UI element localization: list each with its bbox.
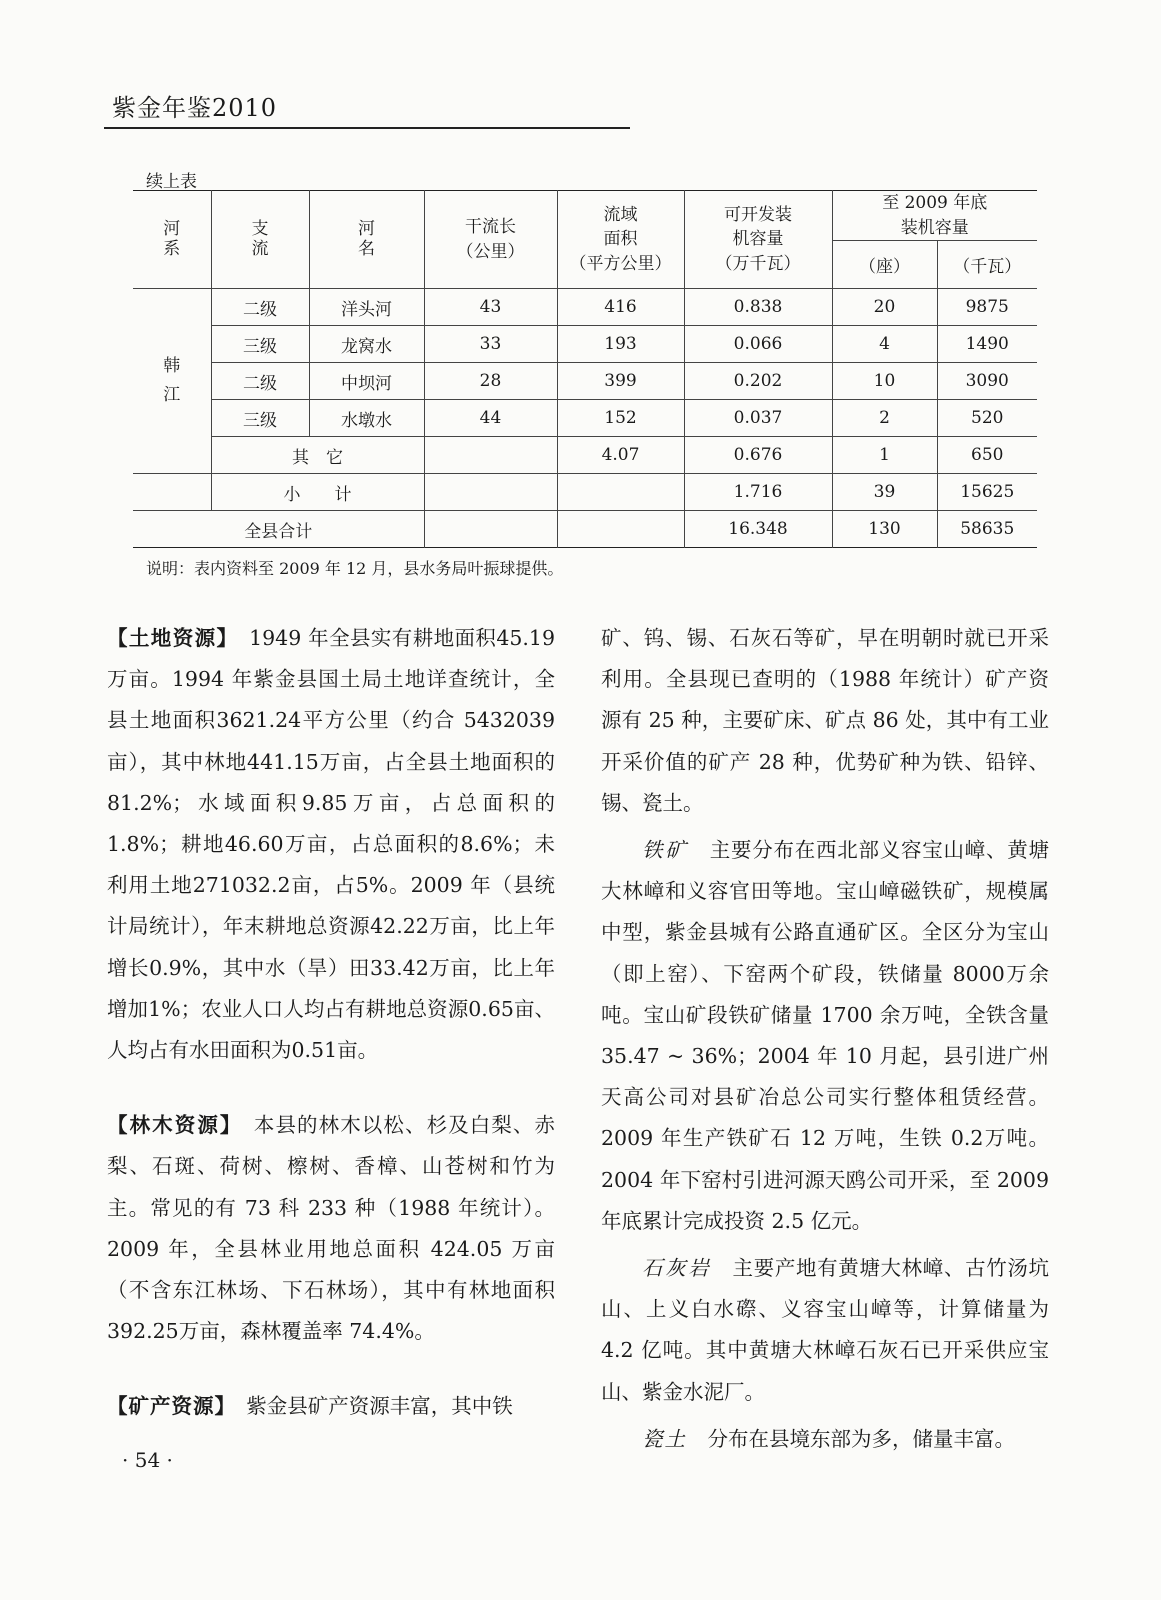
cell-length: 43 [424, 289, 557, 326]
cell-area: 4.07 [557, 437, 684, 474]
cell-area: 399 [557, 363, 684, 400]
cell-river-name: 龙窝水 [309, 326, 424, 363]
cell-dev: 0.066 [684, 326, 832, 363]
section-land [107, 618, 555, 1071]
section-limestone-text: 主要产地有黄塘大林嶂、古竹汤坑山、上义白水磜、义容宝山嶂等，计算储量为 4.2 亿吨。其中黄塘大林嶂石灰石已开采供应宝山、紫金水泥厂。 [601, 1256, 1050, 1404]
text-column-left [107, 618, 555, 1428]
cell-count: 2 [832, 400, 937, 437]
cell-total-label: 全县合计 [133, 511, 424, 548]
header-dev-capacity: 可开发装 机容量 （万千瓦） [684, 191, 832, 289]
cell-river-name: 水墩水 [309, 400, 424, 437]
cell-cap: 58635 [937, 511, 1037, 548]
cell-river-name: 中坝河 [309, 363, 424, 400]
section-limestone [601, 1248, 1049, 1413]
cell-area [557, 511, 684, 548]
section-land-tag: 【土地资源】 [107, 626, 229, 650]
cell-dev: 0.037 [684, 400, 832, 437]
section-mineral-text-left: 紫金县矿产资源丰富，其中铁 [225, 1394, 513, 1419]
cell-length [424, 437, 557, 474]
header-installed: 至 2009 年底 装机容量 [832, 191, 1037, 241]
river-system-cell: 韩 江 [133, 289, 211, 474]
section-clay-text: 分布在县境东部为多，储量丰富。 [687, 1426, 1015, 1451]
page-number: · 54 · [122, 1448, 173, 1472]
cell-tributary: 三级 [211, 326, 309, 363]
running-header-title: 紫金年鉴2010 [112, 94, 278, 122]
cell-dev: 0.676 [684, 437, 832, 474]
hydropower-table [133, 190, 1037, 548]
cell-tributary: 二级 [211, 289, 309, 326]
cell-cap: 9875 [937, 289, 1037, 326]
section-clay [601, 1419, 1049, 1460]
cell-dev: 0.202 [684, 363, 832, 400]
section-iron [601, 830, 1049, 1242]
cell-length: 33 [424, 326, 557, 363]
table-row [133, 363, 1037, 400]
cell-count: 20 [832, 289, 937, 326]
cell-count: 39 [832, 474, 937, 511]
header-installed-cap-unit: （千瓦） [937, 241, 1037, 289]
cell-cap: 520 [937, 400, 1037, 437]
section-land-text: 1949 年全县实有耕地面积45.19万亩。1994 年紫金县国土局土地详查统计，全县土地面积3621.24平方公里（约合 5432039亩），其中林地441.15万亩，占全县土地面积的81.2%；水域面积9.85万亩，占总面积的1.8%；耕地46.60万亩，占总面积的8.6%；未利用土地271032.2亩，占5%。2009 年（县统计局统计），年末耕地总资源42.22万亩，比上年增长0.9%，其中水（旱）田33.42万亩，比上年增加1%；农业人口人均占有耕地总资源0.65亩、人均占有水田面积为0.51亩。 [107, 626, 556, 1063]
cell-length [424, 511, 557, 548]
cell-cap: 15625 [937, 474, 1037, 511]
section-mineral-continued: 矿、钨、锡、石灰石等矿，早在明朝时就已开采利用。全县现已查明的（1988 年统计）矿产资源有 25 种，主要矿床、矿点 86 处，其中有工业开采价值的矿产 28 种，优势矿种为铁、铅锌、锡、瓷土。 [601, 626, 1049, 815]
section-iron-text: 主要分布在西北部义容宝山嶂、黄塘大林嶂和义容官田等地。宝山嶂磁铁矿，规模属中型，紫金县城有公路直通矿区。全区分为宝山（即上窑）、下窑两个矿段，铁储量 8000万余吨。宝山矿段铁矿储量 1700 余万吨，全铁含量 35.47 ~ 36%；2004 年 10 月起，县引进广州天高公司对县矿冶总公司实行整体租赁经营。2009 年生产铁矿石 12 万吨，生铁 0.2万吨。2004 年下窑村引进河源天鸥公司开采，至 2009 年底累计完成投资 2.5 亿元。 [601, 838, 1049, 1233]
table-row-other [133, 437, 1037, 474]
cell-tributary: 三级 [211, 400, 309, 437]
text-column-right [601, 618, 1049, 1460]
section-mineral [107, 1386, 555, 1427]
header-main-length: 干流长 （公里） [424, 191, 557, 289]
cell-subtotal-label: 小 计 [211, 474, 424, 511]
table-row [133, 326, 1037, 363]
cell-dev: 1.716 [684, 474, 832, 511]
table-note: 说明：表内资料至 2009 年 12 月，县水务局叶振球提供。 [146, 559, 564, 578]
cell-area [557, 474, 684, 511]
table-row [133, 289, 1037, 326]
table-row-total [133, 511, 1037, 548]
header-rule [104, 127, 630, 129]
cell-count: 130 [832, 511, 937, 548]
cell-other-label: 其 它 [211, 437, 424, 474]
cell-area: 416 [557, 289, 684, 326]
cell-tributary: 二级 [211, 363, 309, 400]
cell-count: 4 [832, 326, 937, 363]
cell-count: 10 [832, 363, 937, 400]
section-iron-tag: 铁矿 [642, 838, 689, 863]
cell-length: 28 [424, 363, 557, 400]
cell-cap: 3090 [937, 363, 1037, 400]
section-clay-tag: 瓷土 [642, 1426, 687, 1451]
header-tributary: 支流 [211, 191, 309, 289]
cell-river-name: 洋头河 [309, 289, 424, 326]
table-continued-label: 续上表 [146, 172, 197, 192]
table-row [133, 400, 1037, 437]
cell-cap: 650 [937, 437, 1037, 474]
cell-area: 152 [557, 400, 684, 437]
section-forest-text: 本县的林木以松、杉及白梨、赤梨、石斑、荷树、檫树、香樟、山苍树和竹为主。常见的有 73 科 233 种（1988 年统计）。2009 年，全县林业用地总面积 424.05 万亩（不含东江林场、下石林场），其中有林地面积392.25万亩，森林覆盖率 74.4%。 [107, 1113, 556, 1344]
section-forest-tag: 【林木资源】 [107, 1113, 233, 1138]
header-basin-area: 流域 面积 （平方公里） [557, 191, 684, 289]
header-river-name: 河名 [309, 191, 424, 289]
section-forest [107, 1105, 555, 1352]
section-limestone-tag: 石灰岩 [642, 1256, 712, 1281]
table-row-subtotal [133, 474, 1037, 511]
section-mineral-tag: 【矿产资源】 [107, 1394, 226, 1419]
cell-count: 1 [832, 437, 937, 474]
cell-area: 193 [557, 326, 684, 363]
header-river-system: 河系 [133, 191, 211, 289]
cell-dev: 0.838 [684, 289, 832, 326]
header-installed-count-unit: （座） [832, 241, 937, 289]
cell-empty [133, 474, 211, 511]
cell-length: 44 [424, 400, 557, 437]
cell-cap: 1490 [937, 326, 1037, 363]
cell-length [424, 474, 557, 511]
cell-dev: 16.348 [684, 511, 832, 548]
